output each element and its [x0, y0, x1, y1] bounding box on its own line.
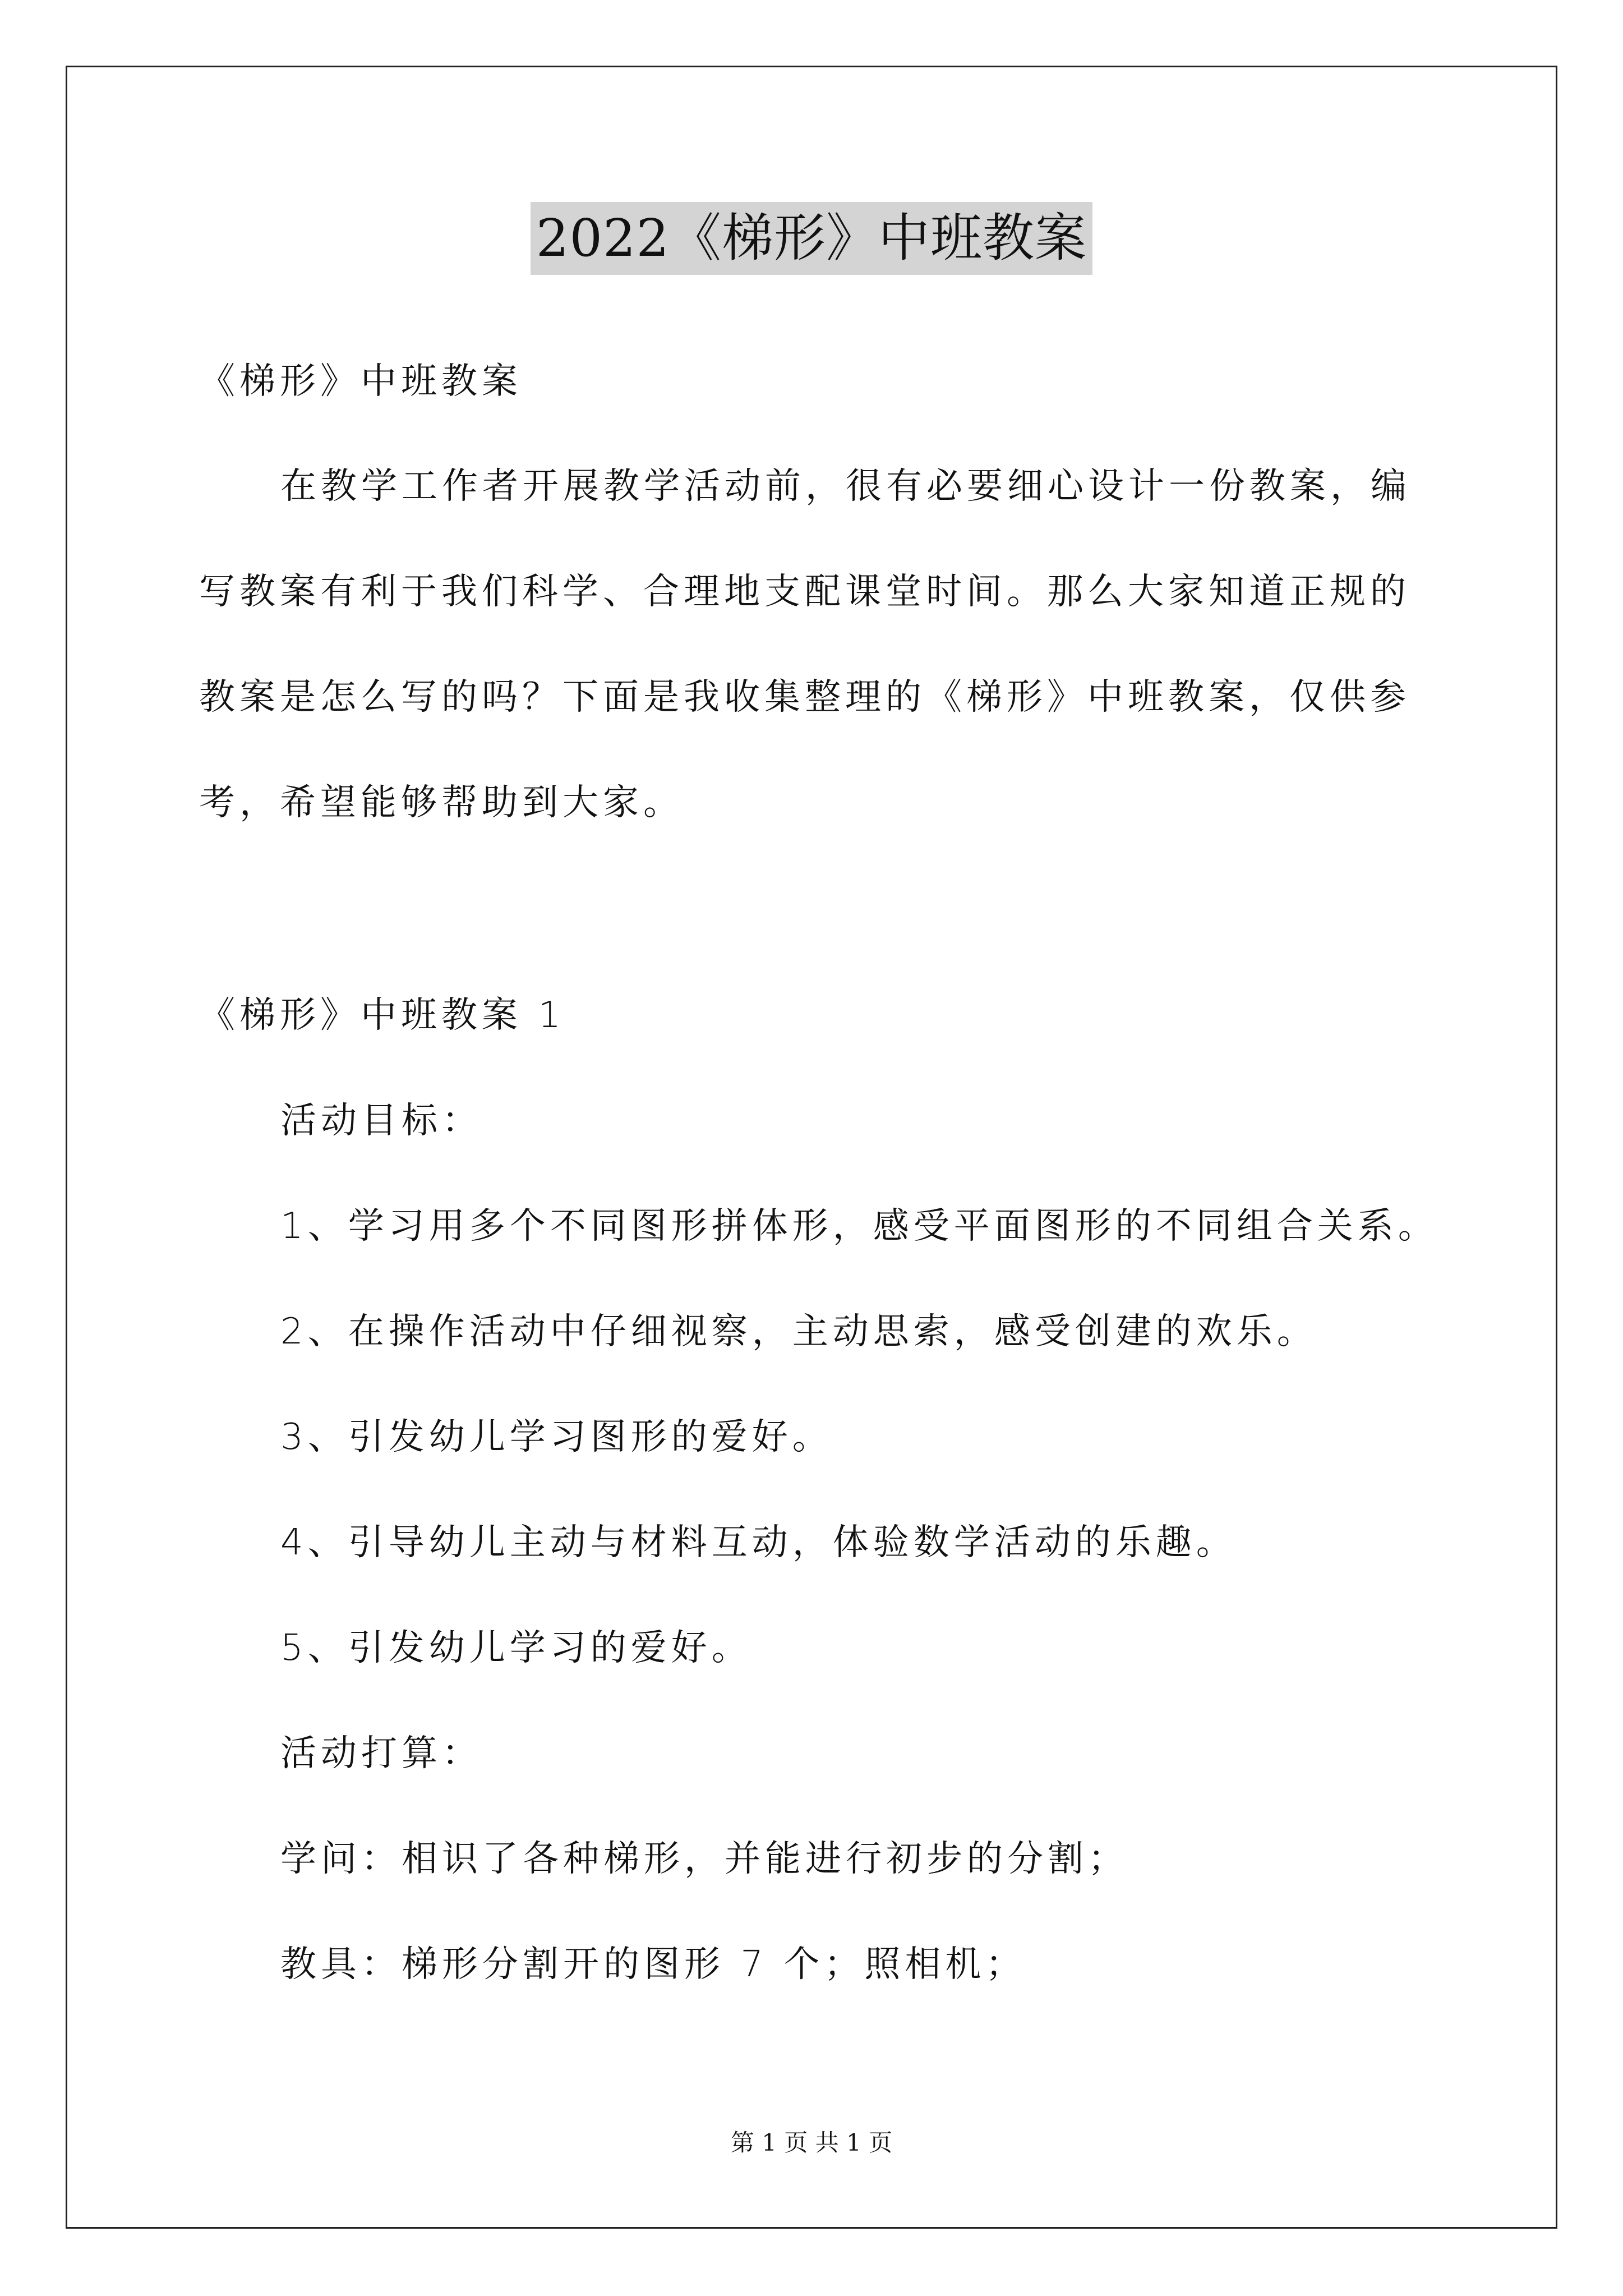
prep-item-2: 教具：梯形分割开的图形 7 个；照相机； — [280, 1944, 1026, 1985]
goal-item-5: 5、引发幼儿学习的爱好。 — [280, 1627, 752, 1669]
document-subtitle: 《梯形》中班教案 — [199, 361, 522, 402]
goal-item-1: 1、学习用多个不同图形拼体形，感受平面图形的不同组合关系。 — [280, 1205, 1438, 1247]
section-heading: 《梯形》中班教案 1 — [199, 995, 566, 1036]
page-footer: 第 1 页 共 1 页 — [730, 2129, 893, 2156]
goal-item-2: 2、在操作活动中仔细视察，主动思索，感受创建的欢乐。 — [280, 1311, 1317, 1352]
intro-line-1: 在教学工作者开展教学活动前，很有必要细心设计一份教案，编 — [280, 466, 1411, 507]
intro-line-3: 教案是怎么写的吗？下面是我收集整理的《梯形》中班教案，仅供参 — [199, 677, 1410, 718]
goal-item-4: 4、引导幼儿主动与材料互动，体验数学活动的乐趣。 — [280, 1522, 1237, 1563]
intro-line-2: 写教案有利于我们科学、合理地支配课堂时间。那么大家知道正规的 — [199, 571, 1410, 613]
document-title: 2022《梯形》中班教案 — [531, 202, 1092, 275]
intro-line-4: 考，希望能够帮助到大家。 — [199, 782, 684, 823]
goals-heading: 活动目标： — [280, 1100, 482, 1142]
prep-heading: 活动打算： — [280, 1733, 482, 1774]
prep-item-1: 学问：相识了各种梯形，并能进行初步的分割； — [280, 1838, 1128, 1880]
goal-item-3: 3、引发幼儿学习图形的爱好。 — [280, 1416, 833, 1458]
title-container — [0, 202, 1623, 275]
